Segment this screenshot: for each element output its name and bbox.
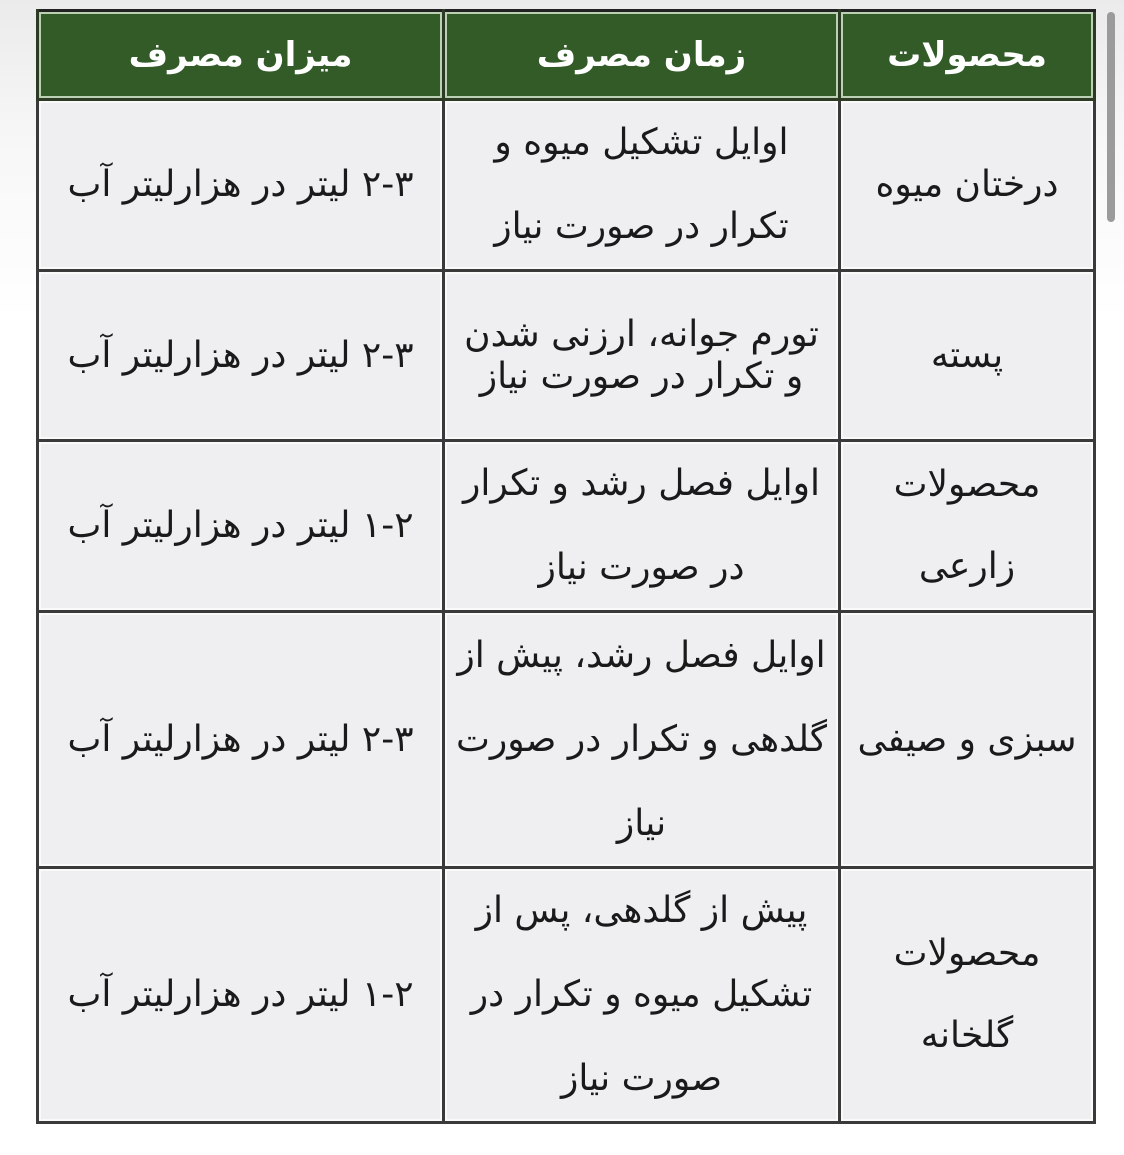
cell-product: محصولات زارعی: [840, 441, 1095, 612]
table-row: [38, 100, 1095, 271]
usage-table-container: [36, 9, 1093, 1124]
cell-product: درختان میوه: [840, 100, 1095, 271]
cell-usage-time: اوایل تشکیل میوه و تکرار در صورت نیاز: [444, 100, 840, 271]
table-row: [38, 441, 1095, 612]
cell-usage-time: اوایل فصل رشد و تکرار در صورت نیاز: [444, 441, 840, 612]
header-usage-time: زمان مصرف: [444, 11, 840, 100]
cell-product: سبزی و صیفی: [840, 612, 1095, 867]
header-products: محصولات: [840, 11, 1095, 100]
table-row: [38, 271, 1095, 441]
vertical-scrollbar[interactable]: [1107, 12, 1115, 222]
cell-usage-time: اوایل فصل رشد، پیش از گلدهی و تکرار در صورت نیاز: [444, 612, 840, 867]
header-usage-amount: میزان مصرف: [38, 11, 444, 100]
cell-product: پسته: [840, 271, 1095, 441]
cell-usage-time: تورم جوانه، ارزنی شدن و تکرار در صورت نیاز: [444, 271, 840, 441]
table-row: [38, 867, 1095, 1122]
cell-usage-time: پیش از گلدهی، پس از تشکیل میوه و تکرار در صورت نیاز: [444, 867, 840, 1122]
cell-product: محصولات گلخانه: [840, 867, 1095, 1122]
cell-usage-amount: ۱-۲ لیتر در هزارلیتر آب: [38, 441, 444, 612]
table-header-row: [38, 11, 1095, 100]
usage-table: [36, 9, 1096, 1124]
table-row: [38, 612, 1095, 867]
cell-usage-amount: ۲-۳ لیتر در هزارلیتر آب: [38, 612, 444, 867]
cell-usage-amount: ۱-۲ لیتر در هزارلیتر آب: [38, 867, 444, 1122]
cell-usage-amount: ۲-۳ لیتر در هزارلیتر آب: [38, 271, 444, 441]
cell-usage-amount: ۲-۳ لیتر در هزارلیتر آب: [38, 100, 444, 271]
